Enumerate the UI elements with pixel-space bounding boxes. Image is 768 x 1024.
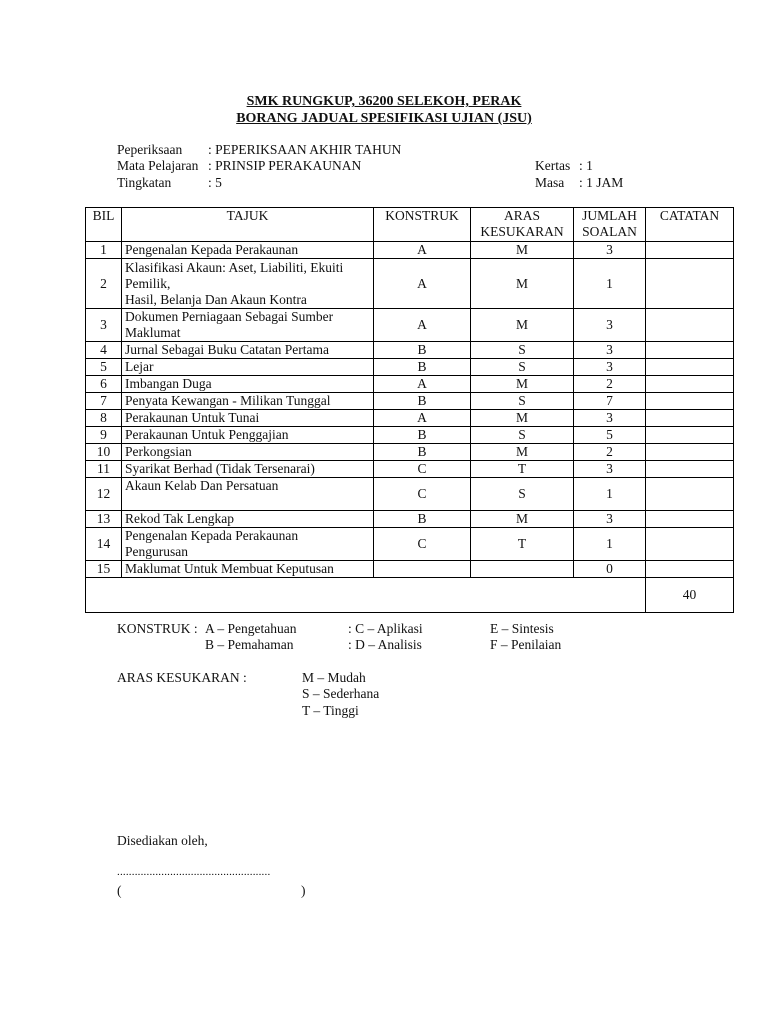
header-catatan: CATATAN	[646, 208, 734, 242]
cell-aras: M	[471, 242, 574, 259]
cell-bil: 10	[86, 444, 122, 461]
cell-konstruk: C	[374, 478, 471, 511]
cell-bil: 11	[86, 461, 122, 478]
paren-open: (	[117, 883, 122, 898]
cell-bil: 4	[86, 342, 122, 359]
legend-c: : C – Aplikasi	[348, 621, 423, 636]
table-row	[86, 444, 734, 461]
cell-tajuk	[122, 342, 374, 359]
header-aras-line1: ARAS	[503, 208, 540, 223]
cell-tajuk	[122, 427, 374, 444]
tajuk-line: Penyata Kewangan - Milikan Tunggal	[125, 393, 331, 408]
cell-konstruk: B	[374, 511, 471, 528]
legend-e: E – Sintesis	[490, 621, 554, 636]
table-row	[86, 427, 734, 444]
cell-konstruk: A	[374, 309, 471, 342]
cell-konstruk: A	[374, 410, 471, 427]
cell-konstruk: B	[374, 444, 471, 461]
cell-jumlah: 3	[574, 309, 646, 342]
cell-catatan	[646, 309, 734, 342]
tajuk-line: Jurnal Sebagai Buku Catatan Pertama	[125, 342, 329, 357]
cell-catatan	[646, 461, 734, 478]
tingkatan-label: Tingkatan	[117, 175, 172, 190]
school-title: SMK RUNGKUP, 36200 SELEKOH, PERAK	[246, 94, 522, 109]
legend-f: F – Penilaian	[490, 637, 562, 652]
legend-s: S – Sederhana	[302, 686, 380, 701]
cell-bil: 1	[86, 242, 122, 259]
cell-aras: M	[471, 309, 574, 342]
cell-jumlah: 0	[574, 561, 646, 578]
tajuk-line: Pengenalan Kepada Perakaunan	[125, 528, 299, 543]
table-row	[86, 410, 734, 427]
masa-value: : 1 JAM	[579, 175, 624, 190]
peperiksaan-value: : PEPERIKSAAN AKHIR TAHUN	[208, 142, 402, 157]
cell-jumlah: 7	[574, 393, 646, 410]
cell-aras: T	[471, 528, 574, 561]
cell-jumlah: 3	[574, 410, 646, 427]
table-row	[86, 528, 734, 561]
cell-catatan	[646, 259, 734, 309]
cell-aras: M	[471, 511, 574, 528]
tajuk-line: Akaun Kelab Dan Persatuan	[125, 478, 279, 493]
cell-catatan	[646, 528, 734, 561]
cell-tajuk	[122, 376, 374, 393]
mata-pelajaran-label: Mata Pelajaran	[117, 158, 199, 173]
table-row	[86, 561, 734, 578]
cell-catatan	[646, 478, 734, 511]
cell-jumlah: 3	[574, 242, 646, 259]
cell-tajuk	[122, 259, 374, 309]
cell-jumlah: 3	[574, 359, 646, 376]
tajuk-line: Syarikat Berhad (Tidak Tersenarai)	[125, 461, 315, 476]
aras-legend-label: ARAS KESUKARAN :	[117, 670, 247, 685]
mata-pelajaran-value: : PRINSIP PERAKAUNAN	[208, 158, 362, 173]
cell-aras: M	[471, 410, 574, 427]
tajuk-line: Klasifikasi Akaun: Aset, Liabiliti, Ekuiti	[125, 259, 344, 275]
cell-konstruk: B	[374, 359, 471, 376]
cell-tajuk	[122, 561, 374, 578]
cell-aras: S	[471, 478, 574, 511]
table-row	[86, 393, 734, 410]
kertas-label: Kertas	[535, 158, 571, 173]
cell-konstruk: A	[374, 259, 471, 309]
total-blank	[86, 578, 646, 613]
cell-bil: 15	[86, 561, 122, 578]
cell-jumlah: 1	[574, 478, 646, 511]
legend-t: T – Tinggi	[302, 703, 359, 718]
cell-konstruk: A	[374, 242, 471, 259]
cell-jumlah: 2	[574, 376, 646, 393]
cell-jumlah: 5	[574, 427, 646, 444]
cell-konstruk: C	[374, 528, 471, 561]
cell-aras: M	[471, 376, 574, 393]
cell-konstruk	[374, 561, 471, 578]
cell-konstruk: C	[374, 461, 471, 478]
cell-bil: 12	[86, 478, 122, 511]
table-row	[86, 376, 734, 393]
cell-bil: 8	[86, 410, 122, 427]
cell-tajuk	[122, 359, 374, 376]
paren-close: )	[301, 883, 306, 898]
cell-konstruk: B	[374, 342, 471, 359]
prepared-by-label: Disediakan oleh,	[117, 833, 208, 848]
cell-jumlah: 3	[574, 342, 646, 359]
cell-aras: S	[471, 427, 574, 444]
cell-tajuk	[122, 309, 374, 342]
cell-aras: S	[471, 393, 574, 410]
cell-bil: 6	[86, 376, 122, 393]
cell-bil: 5	[86, 359, 122, 376]
cell-jumlah: 1	[574, 528, 646, 561]
tajuk-line: Imbangan Duga	[125, 376, 212, 391]
cell-bil: 3	[86, 309, 122, 342]
table-row	[86, 461, 734, 478]
signature-line: ....................................................	[117, 866, 271, 878]
legend-d: : D – Analisis	[348, 637, 422, 652]
cell-catatan	[646, 359, 734, 376]
cell-tajuk	[122, 444, 374, 461]
header-aras	[471, 208, 574, 242]
header-jumlah	[574, 208, 646, 242]
tajuk-line: Hasil, Belanja Dan Akaun Kontra	[125, 291, 307, 307]
cell-tajuk	[122, 393, 374, 410]
cell-tajuk	[122, 478, 374, 511]
table-row	[86, 259, 734, 309]
header-konstruk: KONSTRUK	[374, 208, 471, 242]
tajuk-line: Lejar	[125, 359, 154, 374]
header-bil: BIL	[86, 208, 122, 242]
cell-catatan	[646, 444, 734, 461]
header-row	[86, 208, 734, 242]
tajuk-line: Perakaunan Untuk Tunai	[125, 410, 260, 425]
tingkatan-value: : 5	[208, 175, 222, 190]
cell-konstruk: B	[374, 427, 471, 444]
tajuk-line: Pengenalan Kepada Perakaunan	[125, 242, 299, 257]
cell-aras	[471, 561, 574, 578]
tajuk-line: Rekod Tak Lengkap	[125, 511, 235, 526]
cell-catatan	[646, 242, 734, 259]
total-jumlah: 40	[646, 578, 734, 613]
cell-bil: 2	[86, 259, 122, 309]
form-title: BORANG JADUAL SPESIFIKASI UJIAN (JSU)	[236, 111, 532, 126]
header-aras-line2: KESUKARAN	[480, 224, 564, 239]
cell-catatan	[646, 511, 734, 528]
legend-m: M – Mudah	[302, 670, 366, 685]
total-row	[86, 578, 734, 613]
cell-catatan	[646, 427, 734, 444]
table-row	[86, 242, 734, 259]
cell-bil: 7	[86, 393, 122, 410]
table-row	[86, 342, 734, 359]
cell-aras: S	[471, 359, 574, 376]
cell-jumlah: 1	[574, 259, 646, 309]
legend-b: B – Pemahaman	[205, 637, 294, 652]
tajuk-line: Maklumat	[125, 325, 181, 340]
cell-tajuk	[122, 528, 374, 561]
cell-jumlah: 2	[574, 444, 646, 461]
tajuk-line: Perakaunan Untuk Penggajian	[125, 427, 289, 442]
cell-tajuk	[122, 242, 374, 259]
cell-aras: S	[471, 342, 574, 359]
legend-a: A – Pengetahuan	[205, 621, 297, 636]
table-row	[86, 511, 734, 528]
table-row	[86, 309, 734, 342]
header-jumlah-line2: SOALAN	[582, 224, 637, 239]
peperiksaan-label: Peperiksaan	[117, 142, 183, 157]
tajuk-line: Pengurusan	[125, 544, 188, 559]
cell-jumlah: 3	[574, 511, 646, 528]
cell-catatan	[646, 410, 734, 427]
cell-catatan	[646, 376, 734, 393]
table-row	[86, 478, 734, 511]
header-tajuk: TAJUK	[122, 208, 374, 242]
cell-bil: 13	[86, 511, 122, 528]
tajuk-line: Perkongsian	[125, 444, 192, 459]
header-jumlah-line1: JUMLAH	[582, 208, 637, 223]
cell-konstruk: A	[374, 376, 471, 393]
cell-konstruk: B	[374, 393, 471, 410]
cell-bil: 14	[86, 528, 122, 561]
cell-tajuk	[122, 410, 374, 427]
table-row	[86, 359, 734, 376]
tajuk-line: Pemilik,	[125, 275, 171, 291]
jsu-table	[85, 207, 734, 613]
masa-label: Masa	[535, 175, 565, 190]
cell-aras: M	[471, 444, 574, 461]
tajuk-line: Maklumat Untuk Membuat Keputusan	[125, 561, 334, 576]
cell-aras: T	[471, 461, 574, 478]
cell-aras: M	[471, 259, 574, 309]
cell-bil: 9	[86, 427, 122, 444]
kertas-value: : 1	[579, 158, 593, 173]
konstruk-legend-label: KONSTRUK :	[117, 621, 198, 636]
cell-tajuk	[122, 511, 374, 528]
cell-catatan	[646, 393, 734, 410]
tajuk-line: Dokumen Perniagaan Sebagai Sumber	[125, 309, 334, 324]
cell-catatan	[646, 342, 734, 359]
cell-tajuk	[122, 461, 374, 478]
cell-jumlah: 3	[574, 461, 646, 478]
cell-catatan	[646, 561, 734, 578]
